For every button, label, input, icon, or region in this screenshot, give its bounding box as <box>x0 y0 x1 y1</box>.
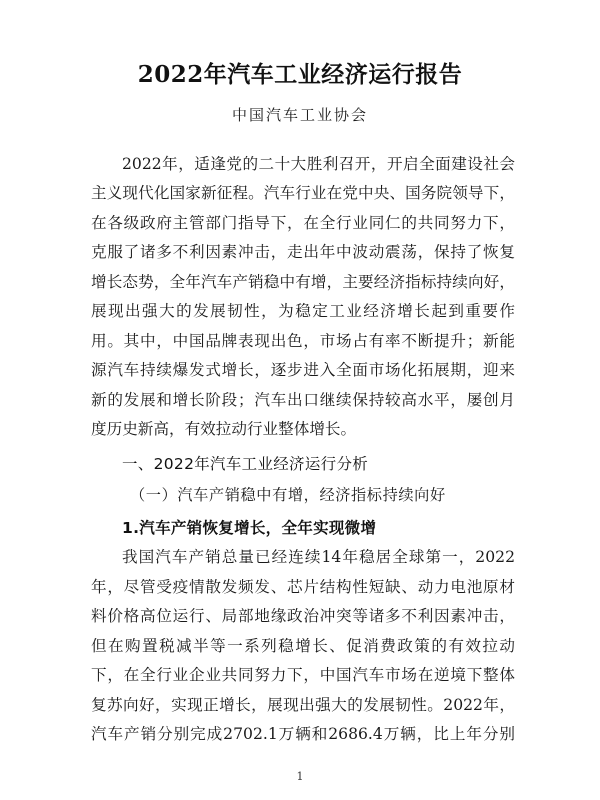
paragraph-line: 复苏向好，实现正增长，展现出强大的发展韧性。2022年， <box>91 696 515 714</box>
paragraph-line: 主义现代化国家新征程。汽车行业在党中央、国务院领导下， <box>91 184 515 202</box>
paragraph-line: 增长态势，全年汽车产销稳中有增，主要经济指标持续向好， <box>91 273 515 291</box>
paragraph-line: 汽车产销分别完成2702.1万辆和2686.4万辆，比上年分别 <box>91 725 515 743</box>
author-line: 中国汽车工业协会 <box>231 106 368 124</box>
paragraph-line: 新的发展和增长阶段；汽车出口继续保持较高水平，屡创月 <box>91 391 515 409</box>
paragraph-line: 用。其中，中国品牌表现出色，市场占有率不断提升；新能 <box>91 332 515 350</box>
paragraph-line: 料价格高位运行、局部地缘政治冲突等诸多不利因素冲击， <box>91 607 515 625</box>
paragraph-line: 年，尽管受疫情散发频发、芯片结构性短缺、动力电池原材 <box>91 578 515 596</box>
paragraph-line: 但在购置税减半等一系列稳增长、促消费政策的有效拉动 <box>91 637 515 655</box>
paragraph-line: 度历史新高，有效拉动行业整体增长。 <box>91 420 357 438</box>
subsection-heading: （一）汽车产销稳中有增，经济指标持续向好 <box>130 486 446 504</box>
page-title: 2022年汽车工业经济运行报告 <box>137 61 463 88</box>
section-heading: 一、2022年汽车工业经济运行分析 <box>122 455 369 473</box>
paragraph-line: 展现出强大的发展韧性，为稳定工业经济增长起到重要作 <box>91 302 515 320</box>
paragraph-line: 源汽车持续爆发式增长，逐步进入全面市场化拓展期，迎来 <box>91 361 515 379</box>
paragraph-line: 下，在全行业企业共同努力下，中国汽车市场在逆境下整体 <box>91 666 515 684</box>
subsubsection-heading: 1.汽车产销恢复增长，全年实现微增 <box>122 519 377 537</box>
page-number: 1 <box>296 770 304 783</box>
paragraph-line: 在各级政府主管部门指导下，在全行业同仁的共同努力下， <box>91 214 515 232</box>
paragraph-line: 我国汽车产销总量已经连续14年稳居全球第一，2022 <box>122 548 515 566</box>
paragraph-line: 克服了诸多不利因素冲击，走出年中波动震荡，保持了恢复 <box>91 243 515 261</box>
paragraph-line: 2022年，适逢党的二十大胜利召开，开启全面建设社会 <box>122 155 515 173</box>
